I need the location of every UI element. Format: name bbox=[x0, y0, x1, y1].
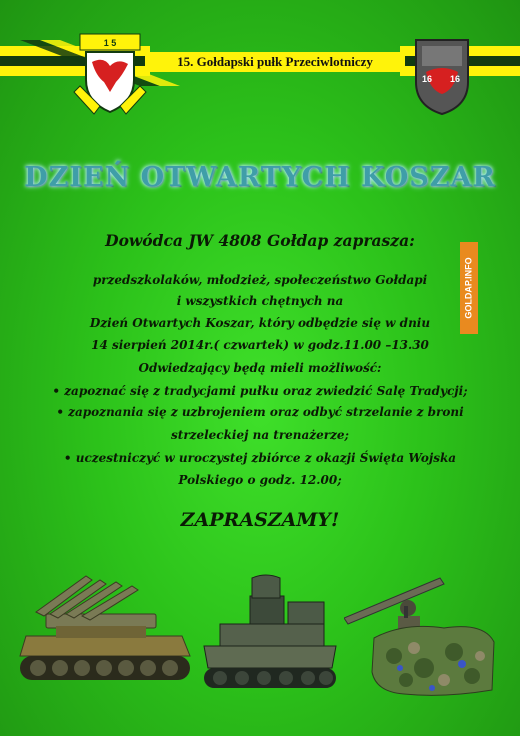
body-line: Odwiedzający będą mieli możliwość: bbox=[138, 361, 382, 375]
body-line: strzeleckiej na trenażerze; bbox=[171, 428, 349, 442]
regiment-name: 15. Gołdapski pułk Przeciwlotniczy bbox=[177, 54, 373, 69]
badge-right-year-right: 16 bbox=[450, 74, 461, 84]
regiment-badge-logo bbox=[60, 32, 160, 122]
body-line: Dzień Otwartych Koszar, który odbędzie się w dniu bbox=[89, 316, 431, 330]
missile-launcher-vehicle-image bbox=[16, 572, 192, 692]
body-line: przedszkolaków, młodzież, społeczeństwo Gołdapi bbox=[92, 273, 428, 287]
body-line: • zapoznania się z uzbrojeniem oraz odbyć strzelanie z broni bbox=[56, 405, 464, 419]
badge-left-number: 1 5 bbox=[103, 38, 117, 48]
goldap-info-label: GOLDAP.INFO bbox=[464, 257, 474, 319]
invite-heading: Dowódca JW 4808 Gołdap zaprasza: bbox=[105, 231, 415, 250]
body-line: i wszystkich chętnych na bbox=[176, 294, 344, 308]
badge-right-year-left: 16 bbox=[422, 74, 433, 84]
soldier-launcher-image bbox=[344, 572, 496, 700]
body-line: Polskiego o godz. 12.00; bbox=[178, 473, 342, 487]
unit-emblem-logo bbox=[412, 36, 472, 116]
body-line: • uczestniczyć w uroczystej zbiórce z okazji Święta Wojska bbox=[63, 451, 457, 465]
closing-text: ZAPRASZAMY! bbox=[180, 509, 340, 531]
regiment-banner bbox=[145, 52, 405, 72]
radar-vehicle-image bbox=[200, 572, 340, 696]
body-line: 14 sierpień 2014r.( czwartek) w godz.11.00 –13.30 bbox=[91, 338, 429, 352]
body-line: • zapoznać się z tradycjami pułku oraz zwiedzić Salę Tradycji; bbox=[52, 384, 468, 398]
page-title: DZIEŃ OTWARTYCH KOSZAR bbox=[24, 162, 496, 193]
